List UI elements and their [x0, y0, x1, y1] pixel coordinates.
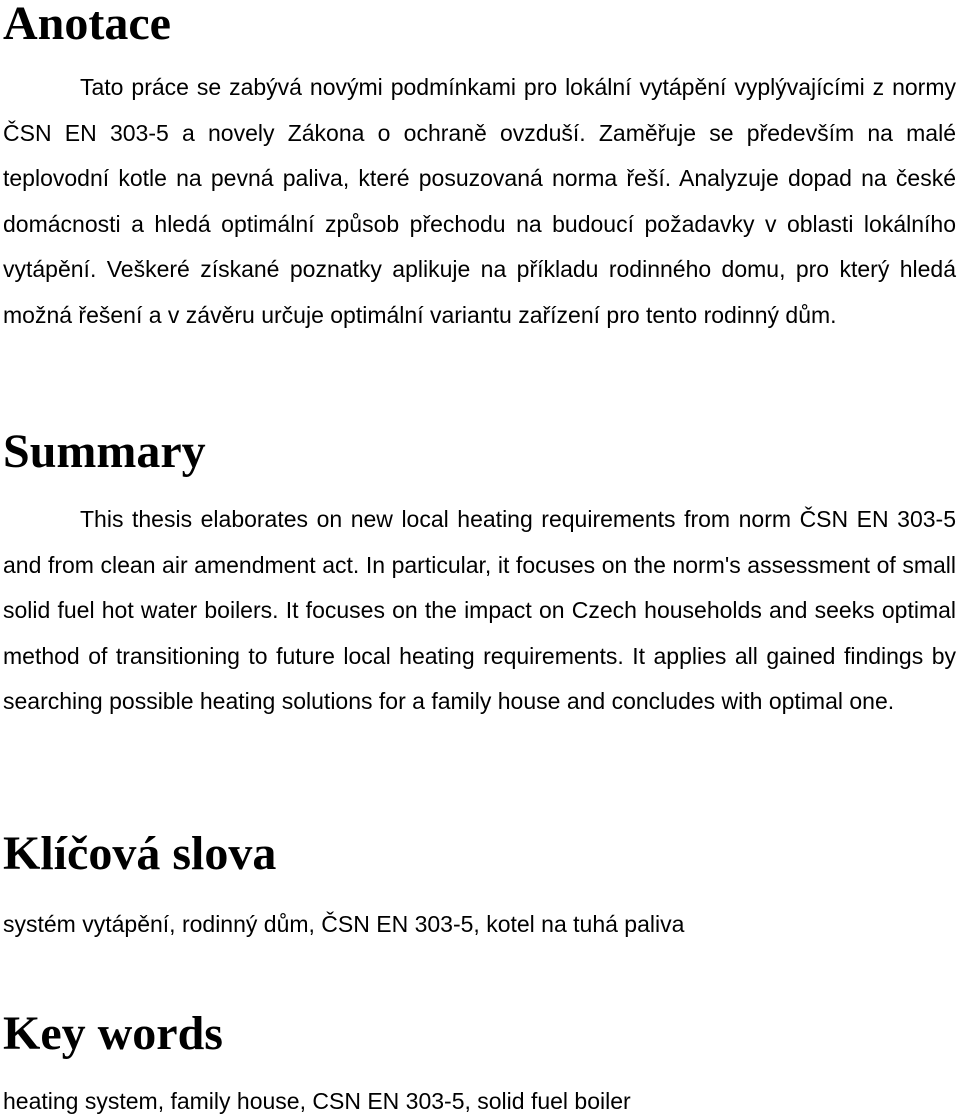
- anotace-paragraph: Tato práce se zabývá novými podmínkami pro lokální vytápění vyplývajícími z normy ČSN EN 303-5 a novely Zákona o ochraně ovzduší. Zaměřuje se především na malé teplovodní kotle na pevná paliva, které posuzovaná norma řeší. Analyzuje dopad na české domácnosti a hledá optimální způsob přechodu na budoucí požadavky v oblasti lokálního vytápění. Veškeré získané poznatky aplikuje na příkladu rodinného domu, pro který hledá možná řešení a v závěru určuje optimální variantu zařízení pro tento rodinný dům.: [3, 74, 956, 328]
- key-words-heading: Key words: [3, 1007, 223, 1060]
- klicova-slova-text: systém vytápění, rodinný dům, ČSN EN 303-5, kotel na tuhá paliva: [3, 911, 685, 937]
- klicova-slova-heading: Klíčová slova: [3, 827, 277, 880]
- summary-paragraph: This thesis elaborates on new local heating requirements from norm ČSN EN 303-5 and from clean air amendment act. In particular, it focuses on the norm's assessment of small solid fuel hot water boilers. It focuses on the impact on Czech households and seeks optimal method of transitioning to future local heating requirements. It applies all gained findings by searching possible heating solutions for a family house and concludes with optimal one.: [3, 506, 956, 714]
- anotace-heading: Anotace: [3, 0, 171, 50]
- key-words-text: heating system, family house, CSN EN 303-5, solid fuel boiler: [3, 1088, 631, 1114]
- summary-heading: Summary: [3, 425, 206, 478]
